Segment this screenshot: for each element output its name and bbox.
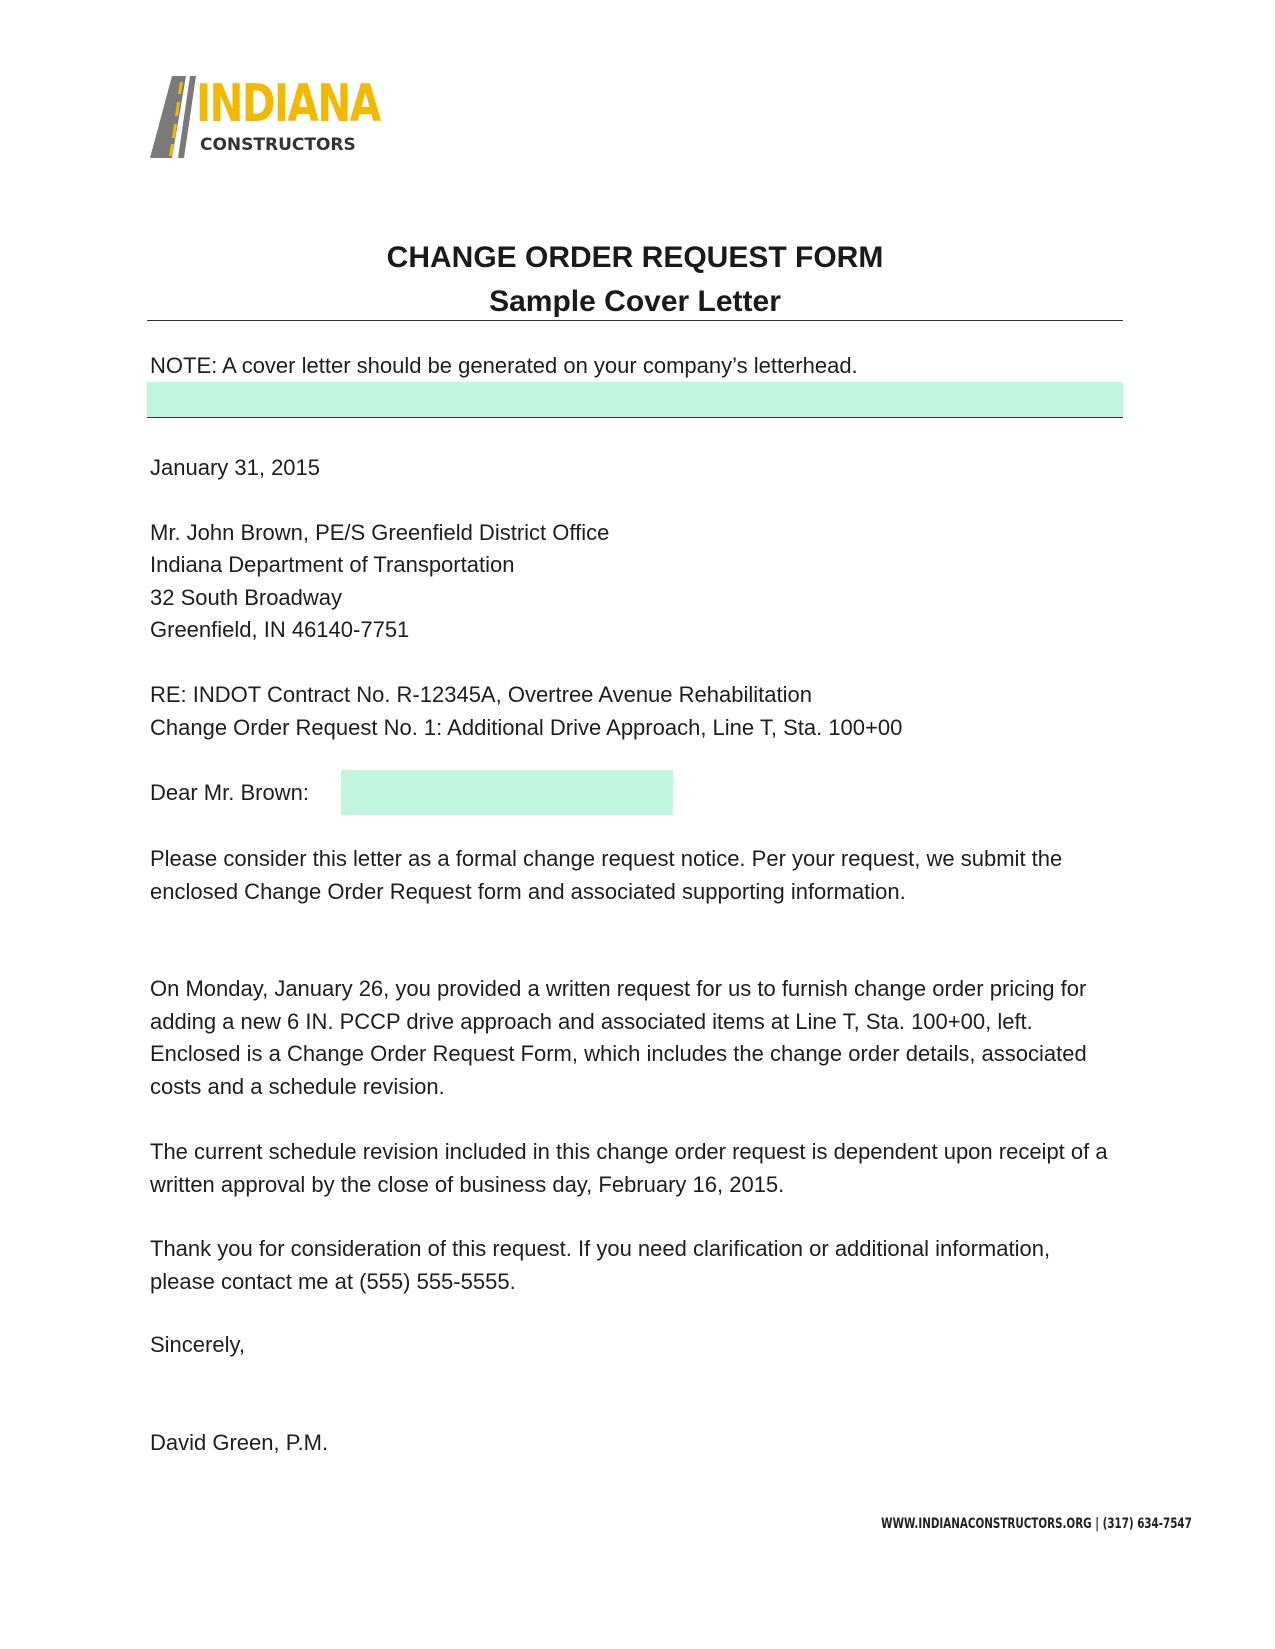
footer-contact: WWW.INDIANACONSTRUCTORS.ORG | (317) 634-7547 <box>881 1516 1192 1532</box>
logo-subtitle: CONSTRUCTORS <box>200 135 356 155</box>
address-line-2: Indiana Department of Transportation <box>150 552 515 577</box>
title-line-2: Sample Cover Letter <box>489 285 781 318</box>
paragraph-4: Thank you for consideration of this request. If you need clarification or additional information, please contact me at (555) 555-5555. <box>150 1236 1051 1294</box>
note-divider <box>147 417 1123 418</box>
title-divider <box>147 320 1123 321</box>
re-line-1: RE: INDOT Contract No. R-12345A, Overtree Avenue Rehabilitation <box>150 682 812 707</box>
logo-wordmark: INDIANA <box>196 74 380 134</box>
highlight-band <box>147 382 1123 417</box>
letter-date: January 31, 2015 <box>150 455 321 480</box>
paragraph-2: On Monday, January 26, you provided a written request for us to furnish change order pricing for adding a new 6 IN. PCCP drive approach and associated items at Line T, Sta. 100+00, left. Enclosed is a Change Order Request Form, which includes the change order details, associated costs and a schedule revision. <box>150 976 1087 1099</box>
note-text: NOTE: A cover letter should be generated on your company’s letterhead. <box>150 353 858 378</box>
paragraph-3: The current schedule revision included in this change order request is dependent upon receipt of a written approval by the close of business day, February 16, 2015. <box>150 1139 1108 1197</box>
closing: Sincerely, <box>150 1332 245 1357</box>
document-title <box>147 236 1123 324</box>
signature-name: David Green, P.M. <box>150 1430 329 1455</box>
salutation-highlight <box>341 770 673 815</box>
title-line-1: CHANGE ORDER REQUEST FORM <box>386 241 884 274</box>
address-line-4: Greenfield, IN 46140-7751 <box>150 617 410 642</box>
company-logo <box>150 74 380 160</box>
paragraph-1: Please consider this letter as a formal change request notice. Per your request, we submit the enclosed Change Order Request form and associated supporting information. <box>150 846 1063 904</box>
re-line-2: Change Order Request No. 1: Additional Drive Approach, Line T, Sta. 100+00 <box>150 715 903 740</box>
address-line-1: Mr. John Brown, PE/S Greenfield District Office <box>150 520 610 545</box>
address-line-3: 32 South Broadway <box>150 585 343 610</box>
salutation: Dear Mr. Brown: <box>150 780 309 805</box>
